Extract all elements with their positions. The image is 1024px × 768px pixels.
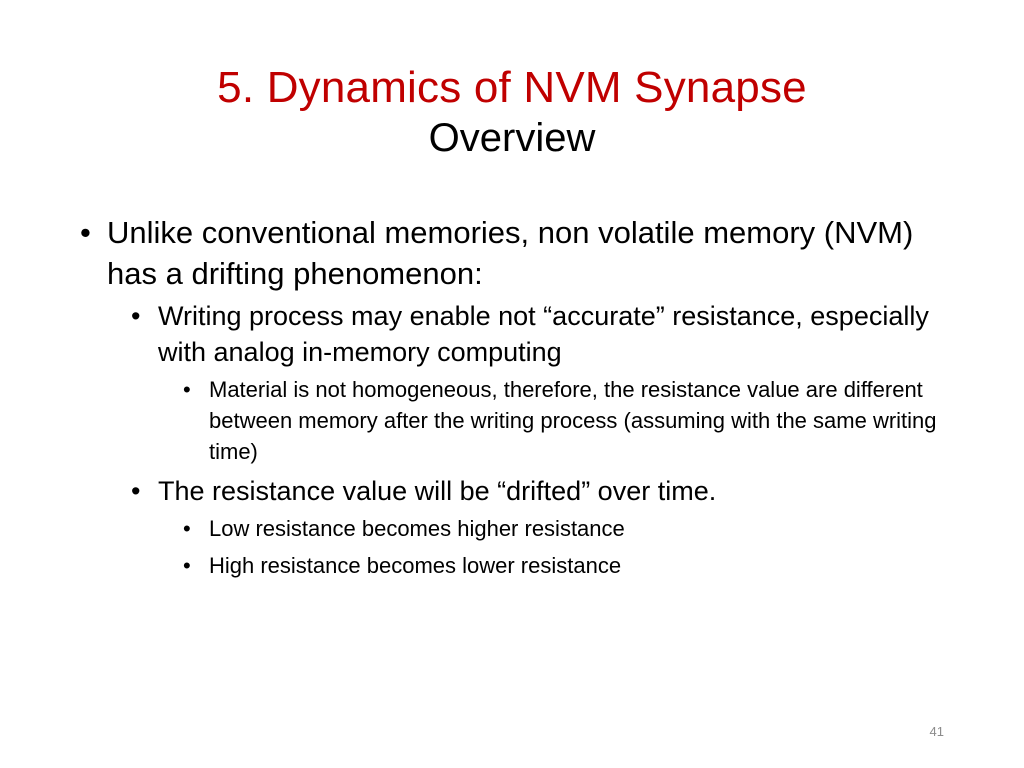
slide-subtitle: Overview [428, 116, 596, 160]
bullet-icon: • [80, 215, 91, 250]
list-item-text: The resistance value will be “drifted” over time. [158, 476, 717, 506]
bullet-list [80, 212, 940, 587]
list-item-text: High resistance becomes lower resistance [209, 553, 622, 578]
slide-title: 5. Dynamics of NVM Synapse [217, 63, 807, 112]
list-item [80, 550, 940, 581]
list-item [80, 473, 940, 509]
list-item [80, 298, 940, 370]
list-item [80, 513, 940, 544]
list-item-text: Unlike conventional memories, non volatile memory (NVM) has a drifting phenomenon: [107, 215, 914, 291]
list-item-text: Low resistance becomes higher resistance [209, 516, 625, 541]
title-block [0, 62, 1024, 162]
bullet-icon: • [183, 516, 191, 541]
list-item-text: Writing process may enable not “accurate” resistance, especially with analog in-memory computing [158, 301, 929, 367]
bullet-icon: • [131, 301, 141, 331]
list-item [80, 374, 940, 467]
bullet-icon: • [183, 377, 191, 402]
page-number: 41 [929, 724, 944, 739]
list-item [80, 212, 940, 294]
bullet-icon: • [183, 553, 191, 578]
list-item-text: Material is not homogeneous, therefore, the resistance value are different between memory after the writing process (assuming with the same writing time) [209, 377, 937, 464]
bullet-icon: • [131, 476, 141, 506]
